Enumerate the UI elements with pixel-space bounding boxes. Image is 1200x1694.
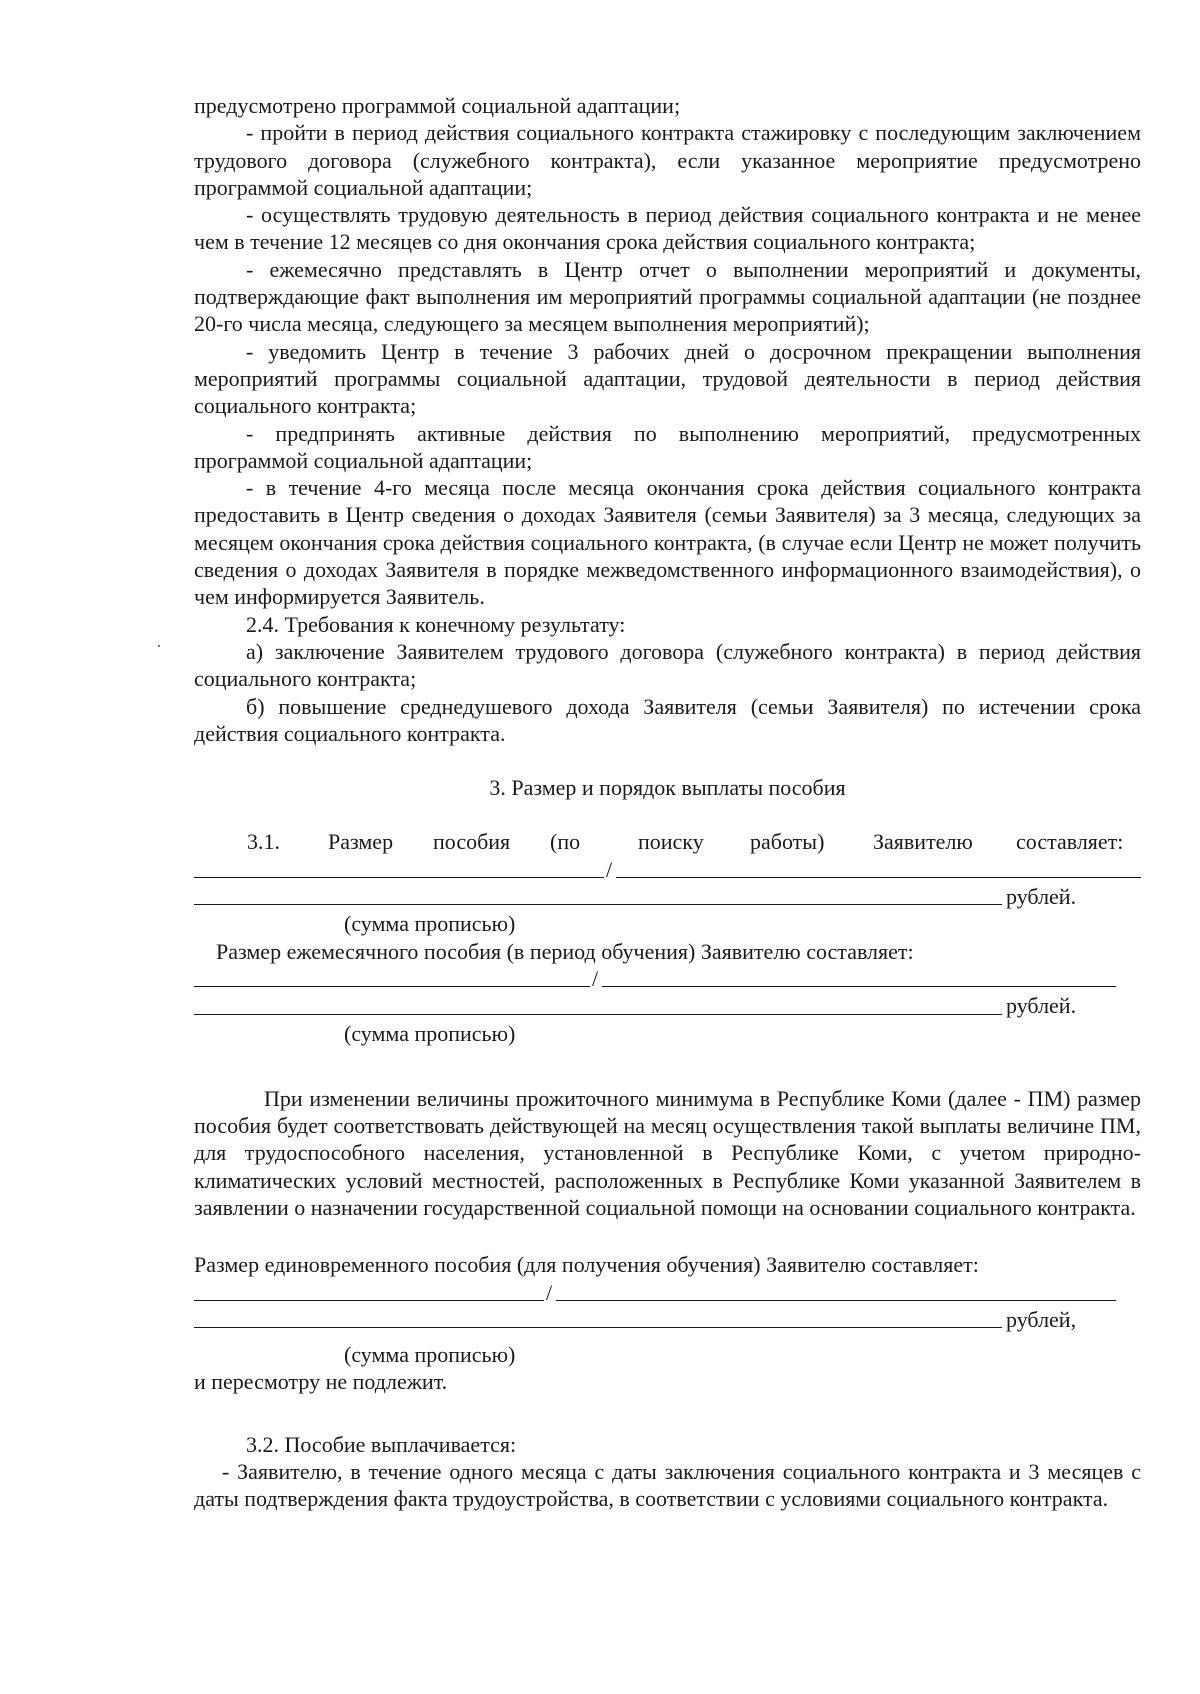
amount-words-line: [194, 883, 1141, 910]
blank-line: [194, 1300, 544, 1301]
amount-digits-line: [194, 856, 1141, 883]
blank-line: [602, 986, 1116, 987]
paragraph: - ежемесячно представлять в Центр отчет о выполнении мероприятий и документы, подтверждающие факт выполнения им мероприятий программы социальной адаптации (не позднее 20-го числа месяца, следующего за месяцем выполнения мероприятий);: [194, 256, 1141, 337]
paragraph: Размер единовременного пособия (для получения обучения) Заявителю составляет:: [194, 1252, 979, 1278]
paragraph: а) заключение Заявителем трудового договора (служебного контракта) в период действия социального контракта;: [194, 638, 1141, 692]
paragraph: б) повышение среднедушевого дохода Заявителя (семьи Заявителя) по истечении срока действия социального контракта.: [194, 693, 1141, 746]
blank-line: [556, 1300, 1116, 1301]
paragraph: предусмотрено программой социальной адаптации;: [194, 93, 681, 118]
paragraph: - Заявителю, в течение одного месяца с даты заключения социального контракта и 3 месяцев с даты подтверждения факта трудоустройства, в соответствии с условиями социального контракта.: [194, 1459, 1141, 1512]
separator-slash: /: [592, 965, 599, 991]
blank-line: [194, 904, 1002, 905]
paragraph: Размер ежемесячного пособия (в период обучения) Заявителю составляет:: [216, 938, 914, 964]
paragraph: и пересмотру не подлежит.: [194, 1369, 448, 1395]
scan-speck: [158, 645, 160, 647]
clause-word: 3.1.: [247, 829, 280, 855]
currency-label: рублей,: [1006, 1306, 1077, 1332]
separator-slash: /: [546, 1279, 553, 1305]
blank-line: [616, 877, 1141, 878]
currency-label: рублей.: [1006, 884, 1077, 910]
amount-digits-line: [194, 1279, 1141, 1306]
clause-word: составляет:: [1016, 829, 1124, 855]
paragraph: - пройти в период действия социального контракта стажировку с последующим заключением трудового договора (служебного контракта), если указанное мероприятие предусмотрено программой социальной адаптации;: [194, 120, 1141, 200]
blank-line: [194, 986, 590, 987]
paragraph: - уведомить Центр в течение 3 рабочих дней о досрочном прекращении выполнения мероприятий программы социальной адаптации, трудовой деятельности в период действия социального контракта;: [194, 338, 1141, 419]
field-hint: (сумма прописью): [344, 1020, 516, 1046]
paragraph: 2.4. Требования к конечному результату:: [246, 611, 626, 637]
paragraph: 3.2. Пособие выплачивается:: [246, 1431, 517, 1457]
field-hint: (сумма прописью): [344, 911, 516, 937]
clause-word: поиску: [638, 829, 704, 855]
blank-line: [194, 1327, 1002, 1328]
paragraph: - осуществлять трудовую деятельность в период действия социального контракта и не менее чем в течение 12 месяцев со дня окончания срока действия социального контракта;: [194, 202, 1141, 255]
currency-label: рублей.: [1006, 993, 1077, 1019]
clause-word: пособия: [433, 829, 511, 855]
blank-line: [194, 877, 604, 878]
document-body: [194, 92, 1141, 1513]
paragraph: - в течение 4-го месяца после месяца окончания срока действия социального контракта предоставить в Центр сведения о доходах Заявителя (семьи Заявителя) за 3 месяца, следующих за месяцем окончания срока действия социального контракта, (в случае если Центр не может получить сведения о доходах Заявителя в порядке межведомственного информационного взаимодействия), о чем информируется Заявитель.: [194, 475, 1141, 610]
field-hint: (сумма прописью): [344, 1342, 516, 1368]
amount-words-line: [194, 1306, 1141, 1333]
amount-words-line: [194, 992, 1141, 1019]
clause-word: Размер: [328, 829, 394, 855]
clause-word: работы): [750, 829, 825, 855]
separator-slash: /: [606, 856, 613, 882]
blank-line: [194, 1014, 1002, 1015]
amount-digits-line: [194, 965, 1141, 992]
clause-word: Заявителю: [873, 829, 973, 855]
paragraph: При изменении величины прожиточного минимума в Республике Коми (далее - ПМ) размер пособия будет соответствовать действующей на месяц осуществления такой выплаты величине ПМ, для трудоспособного населения, установленной в Республике Коми, с учетом природно-климатических условий местностей, расположенных в Республике Коми указанной Заявителем в заявлении о назначении государственной социальной помощи на основании социального контракта.: [194, 1085, 1141, 1220]
clause-3-1-line: [194, 828, 1141, 855]
paragraph: - предпринять активные действия по выполнению мероприятий, предусмотренных программой социальной адаптации;: [194, 420, 1141, 473]
clause-word: (по: [550, 829, 581, 855]
section-heading: 3. Размер и порядок выплаты пособия: [489, 775, 846, 801]
